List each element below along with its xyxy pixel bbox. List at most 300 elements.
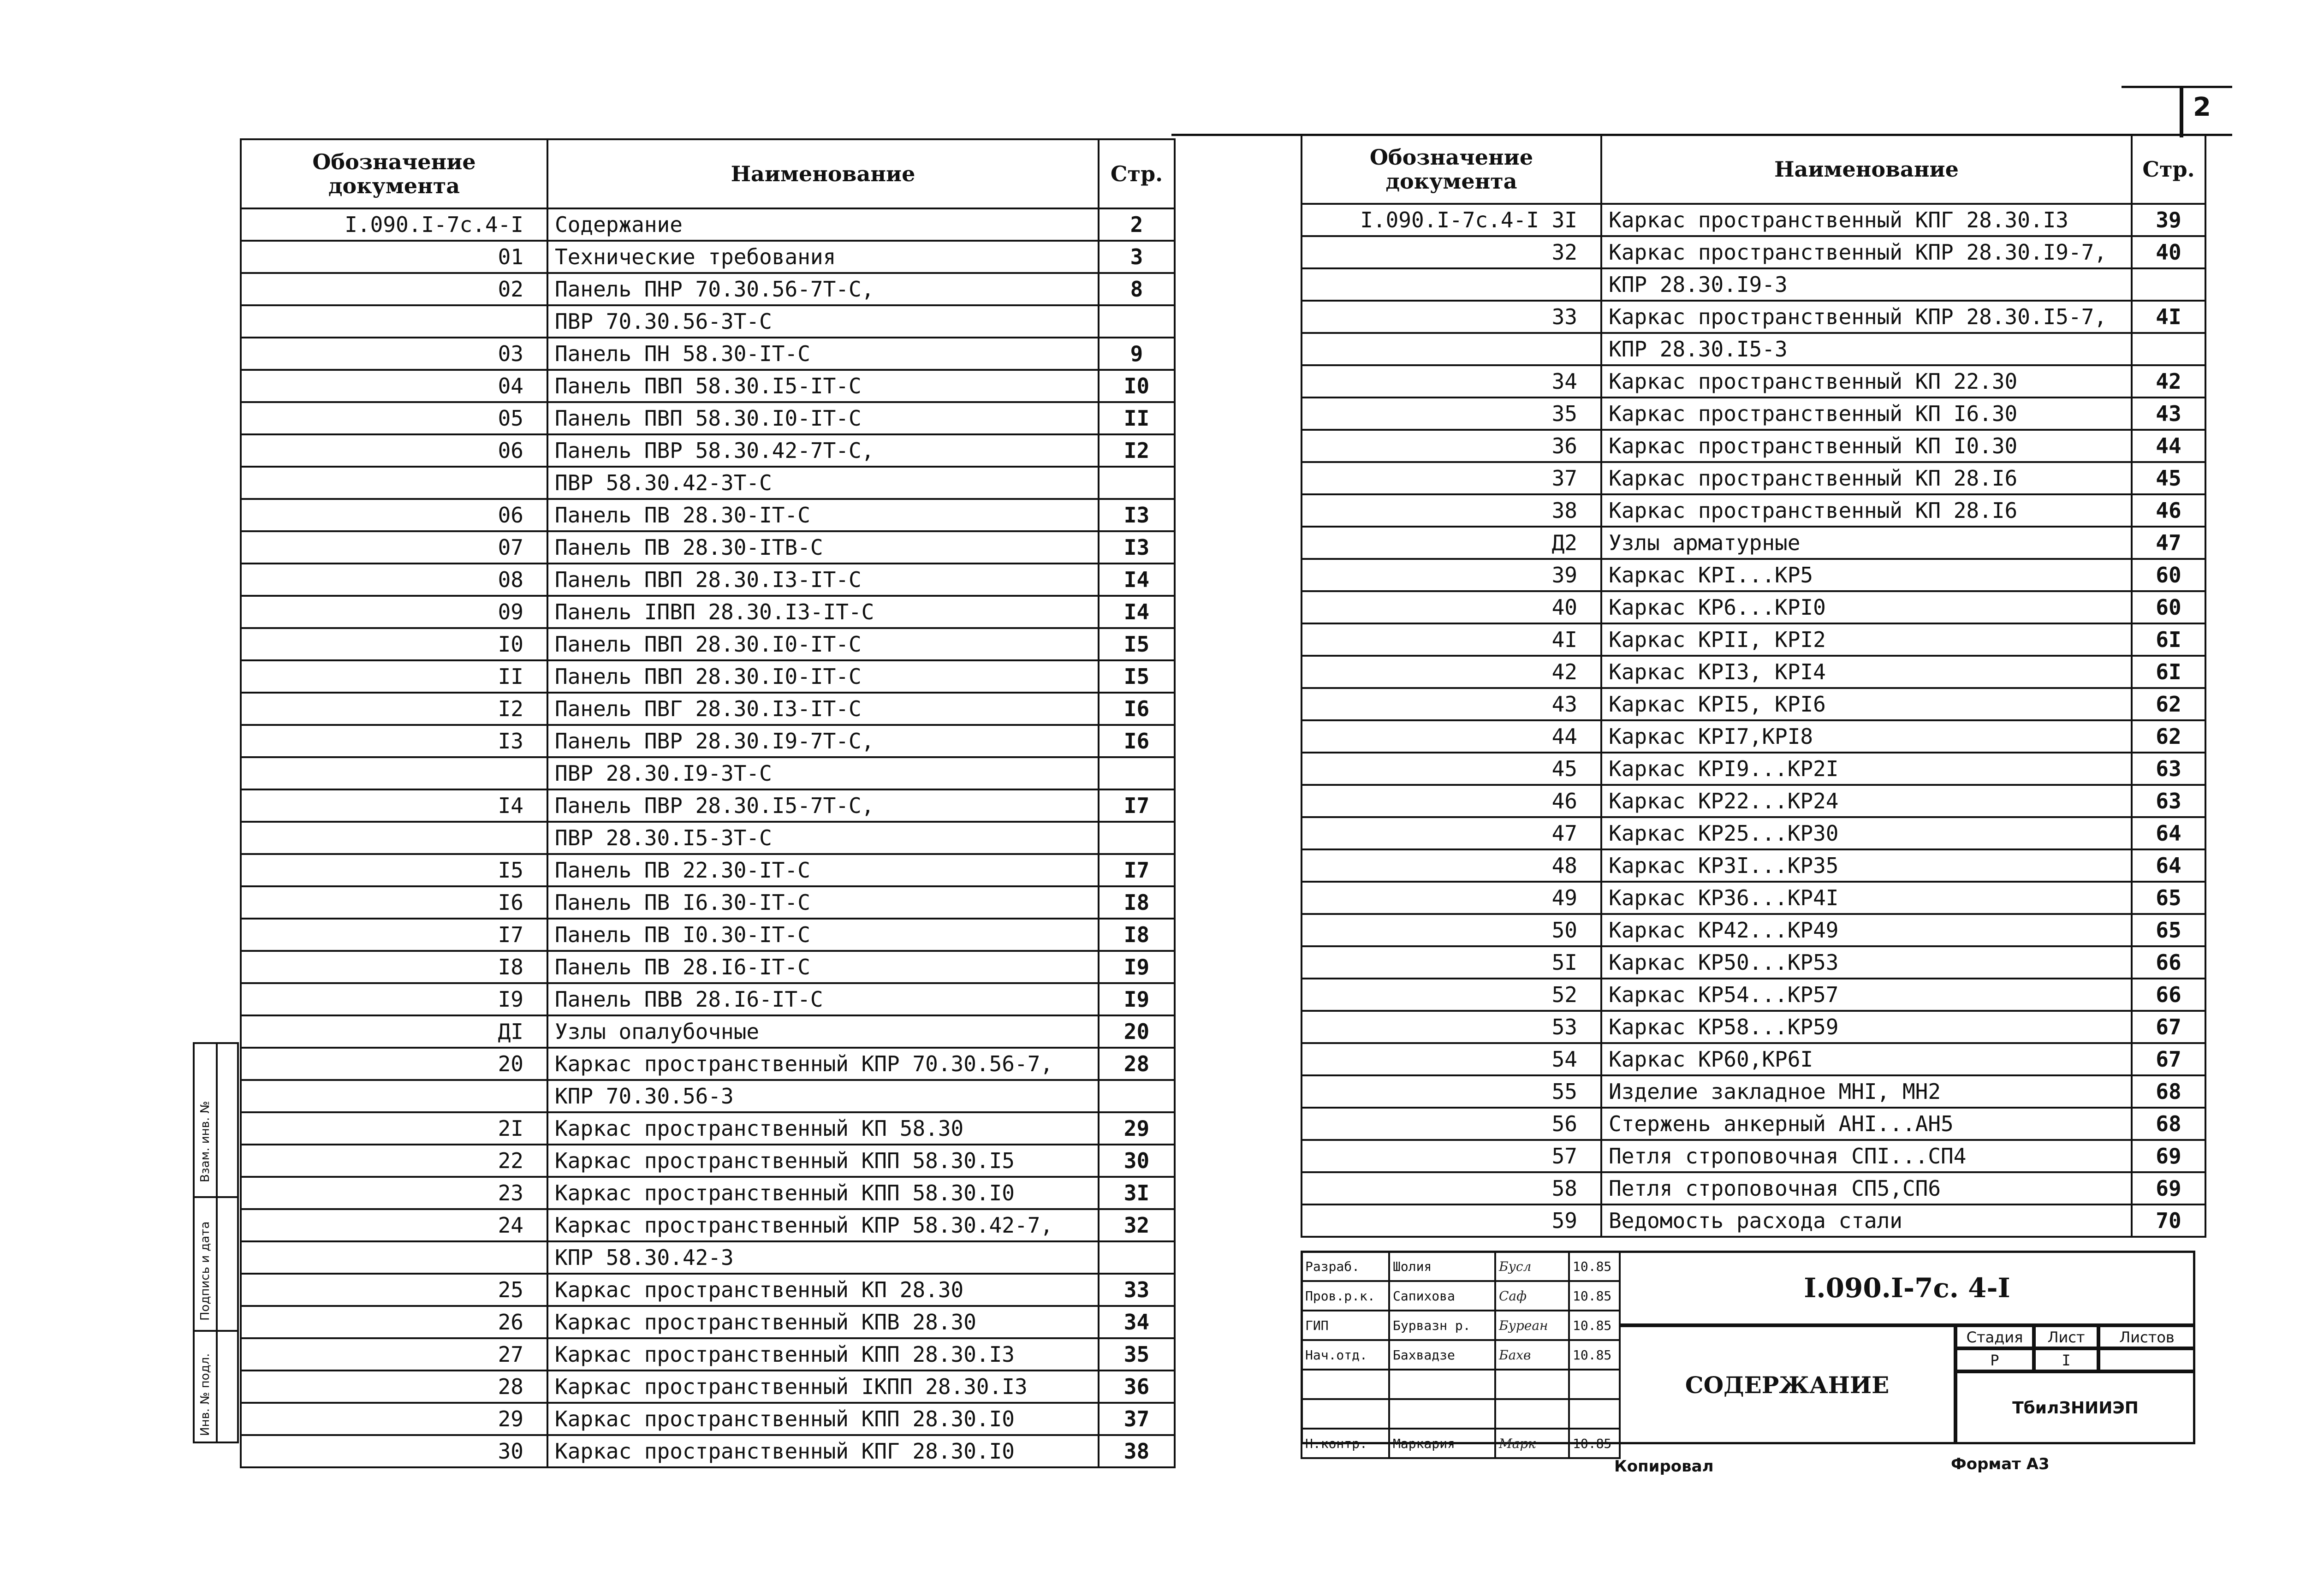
sig-date: 10.85 <box>1569 1429 1620 1458</box>
table-row <box>1302 1075 2205 1108</box>
row-name: Каркас пространственный КПР 70.30.56-7, <box>547 1048 1099 1080</box>
row-page: 69 <box>2132 1140 2205 1172</box>
row-page: I6 <box>1099 693 1175 725</box>
table-row <box>241 208 1175 241</box>
row-page: 43 <box>2132 398 2205 430</box>
table-row <box>241 854 1175 886</box>
row-name: КПР 28.30.I9-3 <box>1601 268 2132 301</box>
row-name: Панель ПВ I6.30-IТ-С <box>547 886 1099 919</box>
sig-date: 10.85 <box>1569 1281 1620 1311</box>
row-code: 5I <box>1302 946 1601 979</box>
row-name: Каркас пространственный КПВ 28.30 <box>547 1306 1099 1338</box>
row-name: ПВР 28.30.I5-3Т-С <box>547 822 1099 854</box>
footer-format: Формат А3 <box>1951 1455 2050 1473</box>
row-code: 08 <box>241 564 547 596</box>
row-name: Панель ПВП 28.30.I0-IТ-С <box>547 660 1099 693</box>
row-page: 62 <box>2132 688 2205 720</box>
row-name: Каркас КРI3, КРI4 <box>1601 656 2132 688</box>
row-name: КПР 70.30.56-3 <box>547 1080 1099 1112</box>
organization: ТбилЗНИИЭП <box>1955 1371 2195 1444</box>
row-page: 6I <box>2132 623 2205 656</box>
row-page: 62 <box>2132 720 2205 753</box>
sig-role: Пров.р.к. <box>1302 1281 1389 1311</box>
row-code: I.090.I-7с.4-I 3I <box>1302 204 1601 236</box>
row-name: Панель ПВ 28.I6-IТ-С <box>547 951 1099 983</box>
row-page: I2 <box>1099 434 1175 467</box>
row-code: 20 <box>241 1048 547 1080</box>
row-page: 66 <box>2132 979 2205 1011</box>
row-name: Панель ПВП 28.30.I0-IТ-С <box>547 628 1099 660</box>
table-row <box>241 1209 1175 1241</box>
sig-role: Разраб. <box>1302 1252 1389 1281</box>
row-code: 55 <box>1302 1075 1601 1108</box>
sheet-label: Лист <box>2034 1325 2098 1348</box>
row-name: Каркас пространственный КП 22.30 <box>1601 365 2132 398</box>
sig-name: Бурвазн р. <box>1389 1311 1495 1340</box>
row-name: Каркас КР22...КР24 <box>1601 785 2132 817</box>
row-code: 29 <box>241 1403 547 1435</box>
row-code: 05 <box>241 402 547 434</box>
row-code: 37 <box>1302 462 1601 494</box>
row-name: Каркас КР42...КР49 <box>1601 914 2132 946</box>
row-name: Каркас пространственный КПГ 28.30.I0 <box>547 1435 1099 1467</box>
sig-sign: Марк <box>1495 1429 1569 1458</box>
row-name: Панель ПВП 58.30.I0-IТ-С <box>547 402 1099 434</box>
row-code: 02 <box>241 273 547 305</box>
sheets-label: Листов <box>2098 1325 2195 1348</box>
sheet-corner-line-v <box>2180 88 2183 137</box>
table-row <box>1302 268 2205 301</box>
table-row <box>1302 1108 2205 1140</box>
row-name: Панель ПВП 58.30.I5-IТ-С <box>547 370 1099 402</box>
row-name: Панель IПВП 28.30.I3-IТ-С <box>547 596 1099 628</box>
row-page: 65 <box>2132 882 2205 914</box>
table-row <box>241 822 1175 854</box>
row-page: 44 <box>2132 430 2205 462</box>
row-code: I6 <box>241 886 547 919</box>
row-code: 30 <box>241 1435 547 1467</box>
header-page: Стр. <box>2132 135 2205 204</box>
sheet-value: I <box>2034 1348 2098 1371</box>
row-name: Петля строповочная СПI...СП4 <box>1601 1140 2132 1172</box>
row-name: Изделие закладное МНI, МН2 <box>1601 1075 2132 1108</box>
row-name: Каркас КРI5, КРI6 <box>1601 688 2132 720</box>
table-row <box>1302 1172 2205 1204</box>
table-row <box>241 1048 1175 1080</box>
table-row <box>241 434 1175 467</box>
row-code: 23 <box>241 1177 547 1209</box>
row-page <box>1099 822 1175 854</box>
row-code: 03 <box>241 338 547 370</box>
table-row <box>1302 979 2205 1011</box>
row-page: I3 <box>1099 531 1175 564</box>
row-code: 33 <box>1302 301 1601 333</box>
table-row <box>241 1241 1175 1274</box>
row-name: Технические требования <box>547 241 1099 273</box>
row-code: 42 <box>1302 656 1601 688</box>
table-row <box>1302 817 2205 849</box>
row-name: Каркас пространственный КП 28.30 <box>547 1274 1099 1306</box>
row-name: ПВР 58.30.42-3Т-С <box>547 467 1099 499</box>
side-stamp <box>193 1042 239 1443</box>
table-row <box>1302 720 2205 753</box>
row-code: 22 <box>241 1145 547 1177</box>
table-row <box>241 628 1175 660</box>
side-stamp-divider <box>216 1044 218 1442</box>
row-page: I8 <box>1099 919 1175 951</box>
sig-name: Сапихова <box>1389 1281 1495 1311</box>
row-name: Панель ПВ 22.30-IТ-С <box>547 854 1099 886</box>
signature-table <box>1301 1251 1621 1459</box>
row-name: Панель ПВВ 28.I6-IТ-С <box>547 983 1099 1015</box>
row-code <box>241 305 547 338</box>
row-page <box>2132 268 2205 301</box>
row-name: Каркас пространственный КПП 58.30.I0 <box>547 1177 1099 1209</box>
row-name: Панель ПВР 58.30.42-7Т-С, <box>547 434 1099 467</box>
sig-name: Бахвадзе <box>1389 1340 1495 1370</box>
row-code: 45 <box>1302 753 1601 785</box>
row-code <box>241 822 547 854</box>
table-row <box>1302 365 2205 398</box>
row-page: I6 <box>1099 725 1175 757</box>
side-stamp-divider <box>195 1196 237 1198</box>
footer-copied: Копировал <box>1614 1457 1714 1476</box>
sig-date <box>1569 1399 1620 1429</box>
sig-role: ГИП <box>1302 1311 1389 1340</box>
table-row <box>1302 398 2205 430</box>
row-code: 34 <box>1302 365 1601 398</box>
table-row <box>1302 785 2205 817</box>
row-code: 54 <box>1302 1043 1601 1075</box>
row-name: Каркас КР50...КР53 <box>1601 946 2132 979</box>
row-page: 66 <box>2132 946 2205 979</box>
table-row <box>241 693 1175 725</box>
row-page: 2 <box>1099 208 1175 241</box>
table-row <box>1302 494 2205 527</box>
row-code: 52 <box>1302 979 1601 1011</box>
row-code: 26 <box>241 1306 547 1338</box>
table-row <box>241 1338 1175 1371</box>
row-page: 33 <box>1099 1274 1175 1306</box>
row-page: 69 <box>2132 1172 2205 1204</box>
sig-sign: Бусл <box>1495 1252 1569 1281</box>
signature-row <box>1302 1429 1620 1458</box>
row-code <box>1302 333 1601 365</box>
row-name: Узлы арматурные <box>1601 527 2132 559</box>
row-code: I4 <box>241 789 547 822</box>
row-code: 57 <box>1302 1140 1601 1172</box>
row-code: 56 <box>1302 1108 1601 1140</box>
sig-name <box>1389 1399 1495 1429</box>
row-code: ДI <box>241 1015 547 1048</box>
row-page <box>1099 467 1175 499</box>
row-page: I4 <box>1099 596 1175 628</box>
row-code: 27 <box>241 1338 547 1371</box>
row-page: 9 <box>1099 338 1175 370</box>
row-code: Д2 <box>1302 527 1601 559</box>
table-row <box>241 951 1175 983</box>
table-row <box>241 305 1175 338</box>
row-page: 42 <box>2132 365 2205 398</box>
stamp-field-inv: Взам. инв. № <box>198 1101 212 1182</box>
sig-sign <box>1495 1399 1569 1429</box>
row-page: 35 <box>1099 1338 1175 1371</box>
row-code: 36 <box>1302 430 1601 462</box>
table-row <box>241 1112 1175 1145</box>
left-contents-table <box>240 138 1176 1468</box>
row-name: Панель ПВ I0.30-IТ-С <box>547 919 1099 951</box>
row-page: 29 <box>1099 1112 1175 1145</box>
row-code <box>241 1241 547 1274</box>
table-row <box>241 725 1175 757</box>
sig-sign: Бахв <box>1495 1340 1569 1370</box>
row-name: Панель ПВ 28.30-IТ-С <box>547 499 1099 531</box>
row-page: 6I <box>2132 656 2205 688</box>
row-page: I0 <box>1099 370 1175 402</box>
right-contents-table <box>1301 134 2206 1238</box>
row-code: I5 <box>241 854 547 886</box>
signature-row <box>1302 1340 1620 1370</box>
row-name: Каркас КР25...КР30 <box>1601 817 2132 849</box>
stage-value: Р <box>1955 1348 2034 1371</box>
row-page: 46 <box>2132 494 2205 527</box>
row-page: 40 <box>2132 236 2205 268</box>
row-page: 70 <box>2132 1204 2205 1237</box>
table-row <box>241 1435 1175 1467</box>
table-row <box>1302 753 2205 785</box>
sig-role <box>1302 1370 1389 1399</box>
row-name: Панель ПН 58.30-IТ-С <box>547 338 1099 370</box>
row-name: Каркас пространственный КПП 28.30.I3 <box>547 1338 1099 1371</box>
sig-name <box>1389 1370 1495 1399</box>
row-name: Каркас пространственный КПР 58.30.42-7, <box>547 1209 1099 1241</box>
table-row <box>241 1015 1175 1048</box>
header-code: Обозначение документа <box>1302 135 1601 204</box>
sig-date: 10.85 <box>1569 1311 1620 1340</box>
table-header-row <box>241 139 1175 208</box>
row-code: 40 <box>1302 591 1601 623</box>
row-page: 64 <box>2132 849 2205 882</box>
row-page: 4I <box>2132 301 2205 333</box>
row-page: 67 <box>2132 1011 2205 1043</box>
stamp-field-original: Инв. № подл. <box>198 1353 212 1436</box>
row-name: Узлы опалубочные <box>547 1015 1099 1048</box>
sig-date: 10.85 <box>1569 1252 1620 1281</box>
row-page: I3 <box>1099 499 1175 531</box>
table-row <box>241 886 1175 919</box>
row-page <box>1099 757 1175 789</box>
row-name: Каркас КРI9...КР2I <box>1601 753 2132 785</box>
table-row <box>241 531 1175 564</box>
row-code: 09 <box>241 596 547 628</box>
table-row <box>1302 623 2205 656</box>
row-name: КПР 28.30.I5-3 <box>1601 333 2132 365</box>
row-page: 63 <box>2132 753 2205 785</box>
row-page <box>2132 333 2205 365</box>
table-row <box>1302 656 2205 688</box>
header-name: Наименование <box>547 139 1099 208</box>
row-page: 37 <box>1099 1403 1175 1435</box>
row-code: I9 <box>241 983 547 1015</box>
row-code: 59 <box>1302 1204 1601 1237</box>
row-name: ПВР 70.30.56-3Т-С <box>547 305 1099 338</box>
row-code <box>241 467 547 499</box>
sheet-title: СОДЕРЖАНИЕ <box>1619 1325 1955 1444</box>
row-name: Каркас пространственный КПР 28.30.I5-7, <box>1601 301 2132 333</box>
side-stamp-divider <box>195 1330 237 1332</box>
row-page: 64 <box>2132 817 2205 849</box>
row-name: Панель ПВР 28.30.I5-7Т-С, <box>547 789 1099 822</box>
row-name: Каркас пространственный КП 28.I6 <box>1601 494 2132 527</box>
row-name: Каркас КР36...КР4I <box>1601 882 2132 914</box>
row-page: 3I <box>1099 1177 1175 1209</box>
table-row <box>1302 333 2205 365</box>
table-row <box>241 370 1175 402</box>
row-code: 46 <box>1302 785 1601 817</box>
table-row <box>1302 527 2205 559</box>
row-page: 30 <box>1099 1145 1175 1177</box>
sig-name: Шолия <box>1389 1252 1495 1281</box>
table-row <box>1302 591 2205 623</box>
table-row <box>1302 914 2205 946</box>
table-row <box>1302 1204 2205 1237</box>
row-code: I7 <box>241 919 547 951</box>
row-page: I7 <box>1099 789 1175 822</box>
row-page <box>1099 1080 1175 1112</box>
row-name: Каркас пространственный КПР 28.30.I9-7, <box>1601 236 2132 268</box>
sig-name: Маркария <box>1389 1429 1495 1458</box>
row-code: 2I <box>241 1112 547 1145</box>
row-name: ПВР 28.30.I9-3Т-С <box>547 757 1099 789</box>
row-code: II <box>241 660 547 693</box>
row-name: Панель ПВ 28.30-IТВ-С <box>547 531 1099 564</box>
table-row <box>1302 882 2205 914</box>
row-name: Ведомость расхода стали <box>1601 1204 2132 1237</box>
stamp-field-signature: Подпись и дата <box>198 1221 212 1321</box>
table-row <box>241 1177 1175 1209</box>
row-page: 67 <box>2132 1043 2205 1075</box>
sheet-corner-line-h <box>2122 86 2232 88</box>
row-code: 06 <box>241 434 547 467</box>
table-row <box>241 660 1175 693</box>
signature-row <box>1302 1252 1620 1281</box>
sheets-value <box>2098 1348 2195 1371</box>
row-name: Панель ПВГ 28.30.I3-IТ-С <box>547 693 1099 725</box>
row-page: 45 <box>2132 462 2205 494</box>
header-name: Наименование <box>1601 135 2132 204</box>
signature-row <box>1302 1311 1620 1340</box>
row-name: Каркас КР6...КРI0 <box>1601 591 2132 623</box>
row-name: Каркас пространственный КПП 28.30.I0 <box>547 1403 1099 1435</box>
row-name: Содержание <box>547 208 1099 241</box>
signature-row <box>1302 1281 1620 1311</box>
row-page: 3 <box>1099 241 1175 273</box>
table-row <box>241 1274 1175 1306</box>
table-row <box>241 1403 1175 1435</box>
table-row <box>241 1080 1175 1112</box>
row-page: I8 <box>1099 886 1175 919</box>
table-row <box>241 789 1175 822</box>
row-page: 39 <box>2132 204 2205 236</box>
row-page: 60 <box>2132 559 2205 591</box>
table-row <box>241 1371 1175 1403</box>
sig-sign: Саф <box>1495 1281 1569 1311</box>
row-name: Петля строповочная СП5,СП6 <box>1601 1172 2132 1204</box>
row-page: 28 <box>1099 1048 1175 1080</box>
row-code: 28 <box>241 1371 547 1403</box>
row-code: 38 <box>1302 494 1601 527</box>
row-page: 63 <box>2132 785 2205 817</box>
row-code: 32 <box>1302 236 1601 268</box>
signature-row <box>1302 1399 1620 1429</box>
table-row <box>241 919 1175 951</box>
row-code <box>1302 268 1601 301</box>
table-row <box>241 402 1175 434</box>
row-page: 47 <box>2132 527 2205 559</box>
document-code: I.090.I-7с. 4-I <box>1619 1251 2195 1325</box>
stage-label: Стадия <box>1955 1325 2034 1348</box>
row-code: 39 <box>1302 559 1601 591</box>
row-page: I7 <box>1099 854 1175 886</box>
row-name: Панель ПНР 70.30.56-7Т-С, <box>547 273 1099 305</box>
row-code: 07 <box>241 531 547 564</box>
row-page: 36 <box>1099 1371 1175 1403</box>
table-row <box>241 338 1175 370</box>
sig-role <box>1302 1399 1389 1429</box>
row-page: 68 <box>2132 1108 2205 1140</box>
row-code: 4I <box>1302 623 1601 656</box>
table-row <box>1302 301 2205 333</box>
row-page: I4 <box>1099 564 1175 596</box>
row-code: 49 <box>1302 882 1601 914</box>
table-row <box>241 241 1175 273</box>
row-name: Каркас пространственный КПГ 28.30.I3 <box>1601 204 2132 236</box>
table-row <box>241 1145 1175 1177</box>
row-code: 48 <box>1302 849 1601 882</box>
row-code: 06 <box>241 499 547 531</box>
row-name: Каркас пространственный КП 28.I6 <box>1601 462 2132 494</box>
row-page: 38 <box>1099 1435 1175 1467</box>
row-code: 25 <box>241 1274 547 1306</box>
row-name: Каркас пространственный КП I6.30 <box>1601 398 2132 430</box>
row-code: 44 <box>1302 720 1601 753</box>
row-name: Каркас пространственный КПП 58.30.I5 <box>547 1145 1099 1177</box>
sig-role: Нач.отд. <box>1302 1340 1389 1370</box>
table-row <box>1302 559 2205 591</box>
row-page <box>1099 305 1175 338</box>
table-row <box>241 467 1175 499</box>
row-name: Каркас пространственный КП I0.30 <box>1601 430 2132 462</box>
row-name: Панель ПВР 28.30.I9-7Т-С, <box>547 725 1099 757</box>
table-row <box>1302 204 2205 236</box>
row-name: Каркас КР60,КР6I <box>1601 1043 2132 1075</box>
table-row <box>241 273 1175 305</box>
sig-role: Н.контр. <box>1302 1429 1389 1458</box>
row-page <box>1099 1241 1175 1274</box>
left-table-right-edge <box>1174 138 1176 1453</box>
row-page: 60 <box>2132 591 2205 623</box>
sig-date: 10.85 <box>1569 1340 1620 1370</box>
table-row <box>1302 946 2205 979</box>
row-name: Каркас КР3I...КР35 <box>1601 849 2132 882</box>
row-name: Стержень анкерный АНI...АН5 <box>1601 1108 2132 1140</box>
table-row <box>1302 688 2205 720</box>
table-row <box>1302 1011 2205 1043</box>
row-name: Каркас КРII, КРI2 <box>1601 623 2132 656</box>
row-code <box>241 757 547 789</box>
row-page: I5 <box>1099 660 1175 693</box>
row-page: I9 <box>1099 951 1175 983</box>
